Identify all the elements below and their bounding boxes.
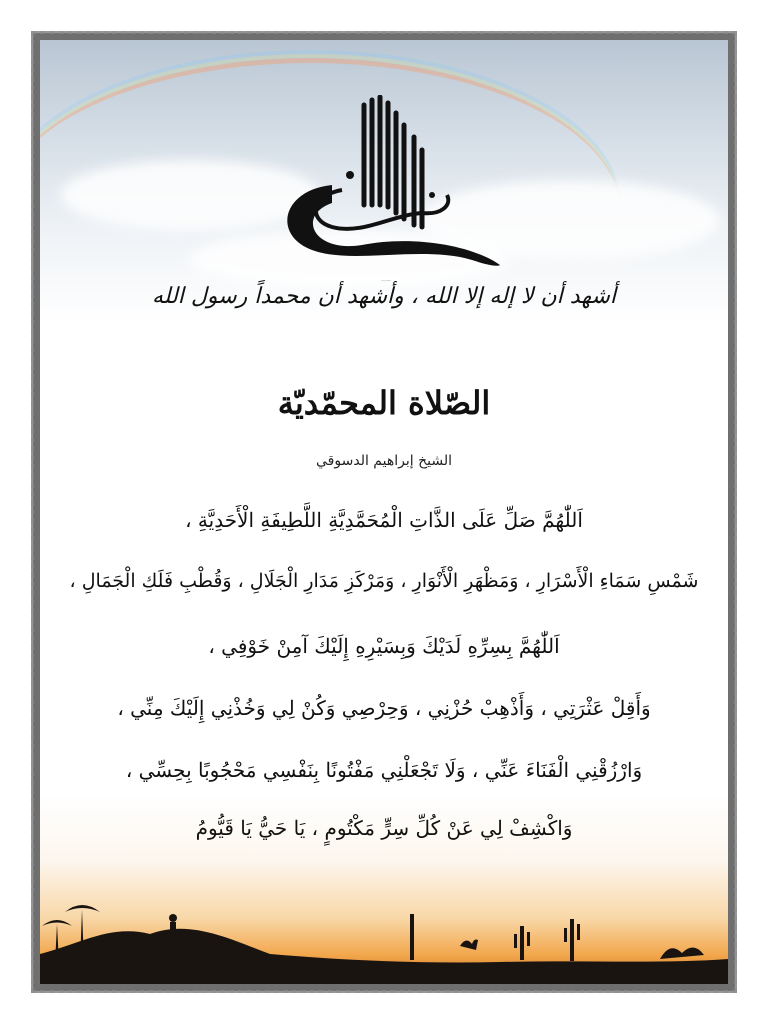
prayer-line-3: اَللّٰهُمَّ بِسِرِّهِ لَدَيْكَ وَبِسَيْرِهِ إِلَيْكَ آمِنْ خَوْفِي ، [208,634,560,658]
basmala-calligraphy-logo [272,95,500,285]
prayer-line-2: شَمْسِ سَمَاءِ الْأَسْرَارِ ، وَمَظْهَرِ الْأَنْوَارِ ، وَمَرْكَزِ مَدَارِ الْجَلَالِ ، وَقُطْبِ فَلَكِ الْجَمَالِ ، [69,570,699,592]
prayer-line-5: وَارْزُقْنِي الْفَنَاءَ عَنِّي ، وَلَا تَجْعَلْنِي مَفْتُونًا بِنَفْسِي مَحْجُوبًا بِحِسِّي ، [125,758,643,782]
prayer-line-4: وَأَقِلْ عَثْرَتِي ، وَأَذْهِبْ حُزْنِي ، وَحِرْصِي وَكُنْ لِي وَخُذْنِي إِلَيْكَ مِنِّي ، [117,696,651,720]
logo-text: بسم الله الرحمن الرحيم [380,281,392,282]
desert-silhouette-scene [40,864,728,984]
author-name: الشيخ إبراهيم الدسوقي [316,453,452,469]
prayer-line-6: وَاكْشِفْ لِي عَنْ كُلِّ سِرٍّ مَكْتُومٍ ، يَا حَيُّ يَا قَيُّومُ [195,816,573,840]
shahada-line: أشهد أن لا إله إلا الله ، وأشهد أن محمداً رسول الله [151,284,617,309]
document-page [40,40,728,984]
prayer-line-1: اَللّٰهُمَّ صَلِّ عَلَى الذَّاتِ الْمُحَمَّدِيَّةِ اللَّطِيفَةِ الْأَحَدِيَّةِ ، [185,508,583,532]
page-title: الصّلاة المحمّديّة [277,384,491,422]
